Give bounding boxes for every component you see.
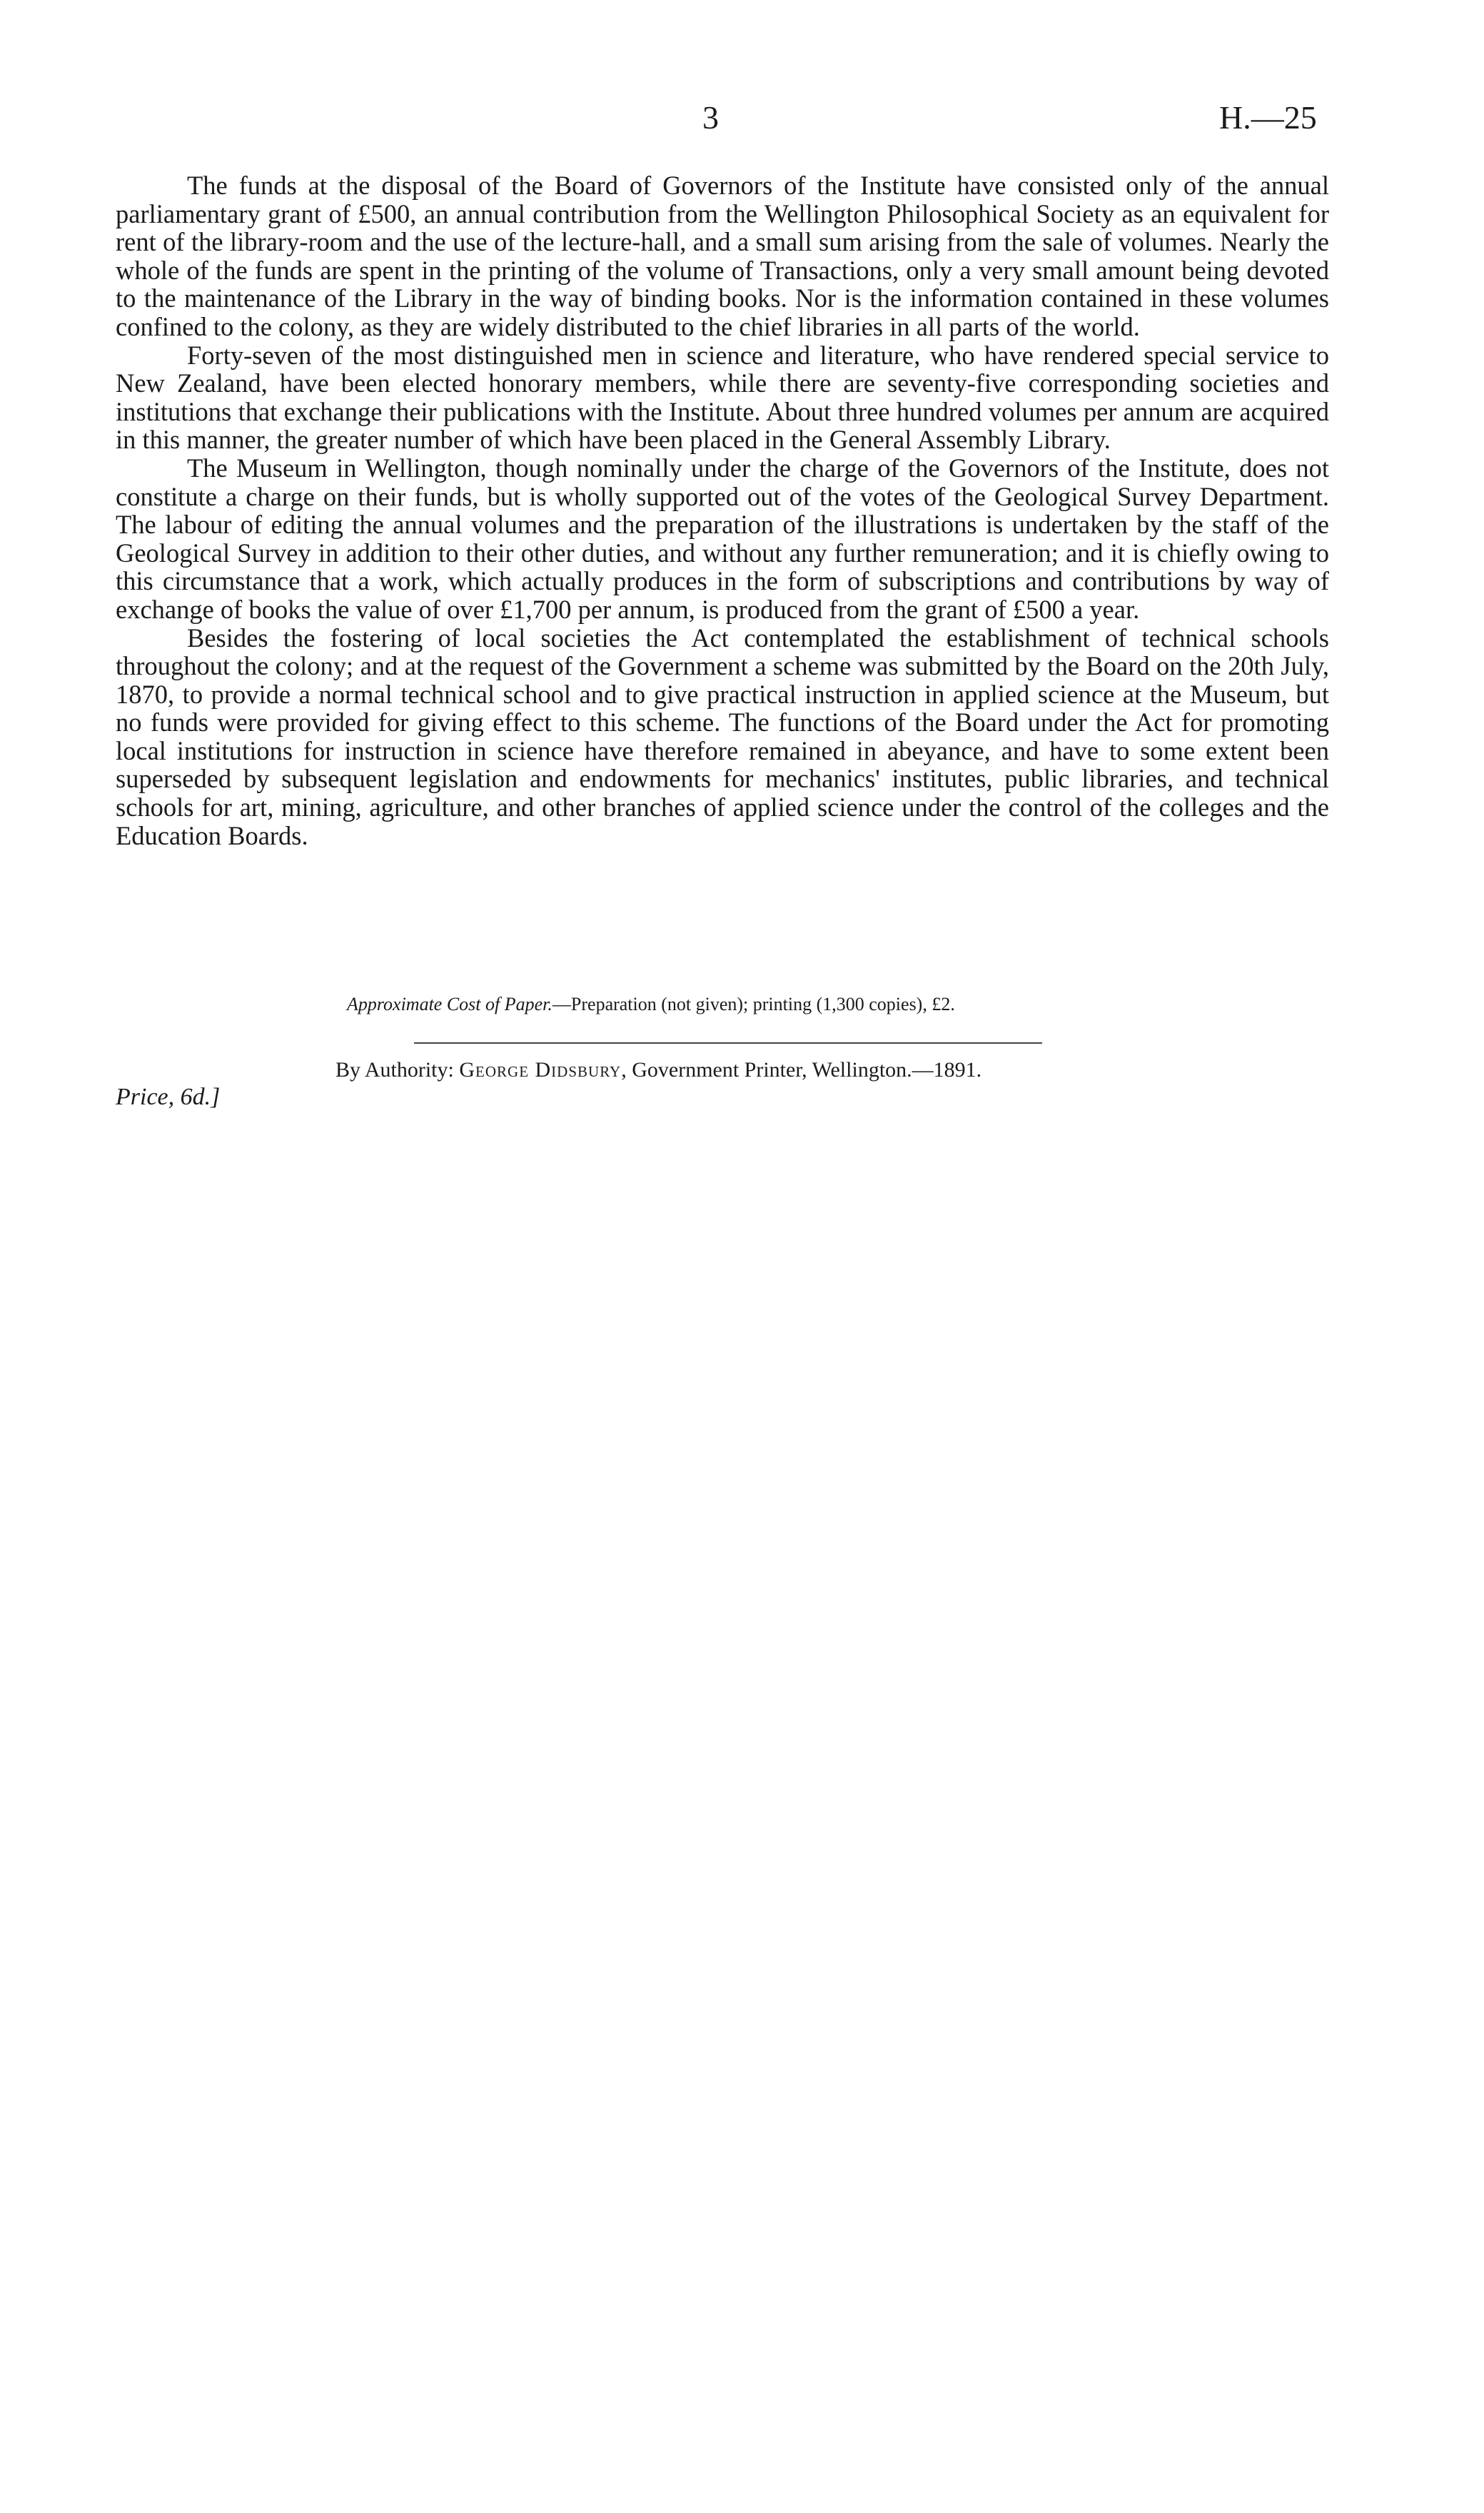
cost-text: —Preparation (not given); printing (1,300 copies), £2. [552, 994, 955, 1014]
price-label: Price, 6d.] [116, 1084, 221, 1110]
paragraph: Forty-seven of the most distinguished men in science and literature, who have rendered special service to New Zealand, have been elected honorary members, while there are seventy-five corresponding societies and institutions that exchange their publications with the Institute. About three hundred volumes per annum are acquired in this manner, the greater number of which have been placed in the General Assembly Library. [116, 340, 1329, 455]
horizontal-rule [414, 1042, 1042, 1044]
printer-authority-line [335, 1058, 1263, 1082]
approximate-cost-line [347, 994, 1203, 1015]
paragraph: Besides the fostering of local societies the Act contemplated the establishment of technical schools throughout the colony; and at the request of the Government a scheme was submitted by the Board on the 20th July, 1870, to provide a normal technical school and to give practical instruction in applied science at the Museum, but no funds were provided for giving effect to this scheme. The functions of the Board under the Act for promoting local institutions for instruction in science have therefore remained in abeyance, and have to some extent been superseded by subsequent legislation and endowments for mechanics' institutes, public libraries, and technical schools for art, mining, agriculture, and other branches of applied science under the control of the colleges and the Education Boards. [116, 623, 1329, 850]
body-text [116, 171, 1329, 850]
page-number: 3 [702, 99, 719, 136]
document-code: H.—25 [1219, 99, 1317, 136]
paragraph: The Museum in Wellington, though nominally under the charge of the Governors of the Institute, does not constitute a charge on their funds, but is wholly supported out of the votes of the Geological Survey Department. The labour of editing the annual volumes and the preparation of the illustrations is undertaken by the staff of the Geological Survey in addition to their other duties, and without any further remuneration; and it is chiefly owing to this circumstance that a work, which actually produces in the form of subscriptions and contributions by way of exchange of books the value of over £1,700 per annum, is produced from the grant of £500 a year. [116, 453, 1329, 624]
printer-name: George Didsbury [459, 1058, 622, 1082]
cost-label: Approximate Cost of Paper. [347, 994, 552, 1014]
authority-prefix: By Authority: [335, 1058, 460, 1082]
paragraph: The funds at the disposal of the Board of Governors of the Institute have consisted only of the annual parliamentary grant of £500, an annual contribution from the Wellington Philosophical Society as an equivalent for rent of the library-room and the use of the lecture-hall, and a small sum arising from the sale of volumes. Nearly the whole of the funds are spent in the printing of the volume of Transactions, only a very small amount being devoted to the maintenance of the Library in the way of binding books. Nor is the information contained in these volumes confined to the colony, as they are widely distributed to the chief libraries in all parts of the world. [116, 171, 1329, 341]
authority-suffix: , Government Printer, Wellington.—1891. [621, 1058, 982, 1082]
